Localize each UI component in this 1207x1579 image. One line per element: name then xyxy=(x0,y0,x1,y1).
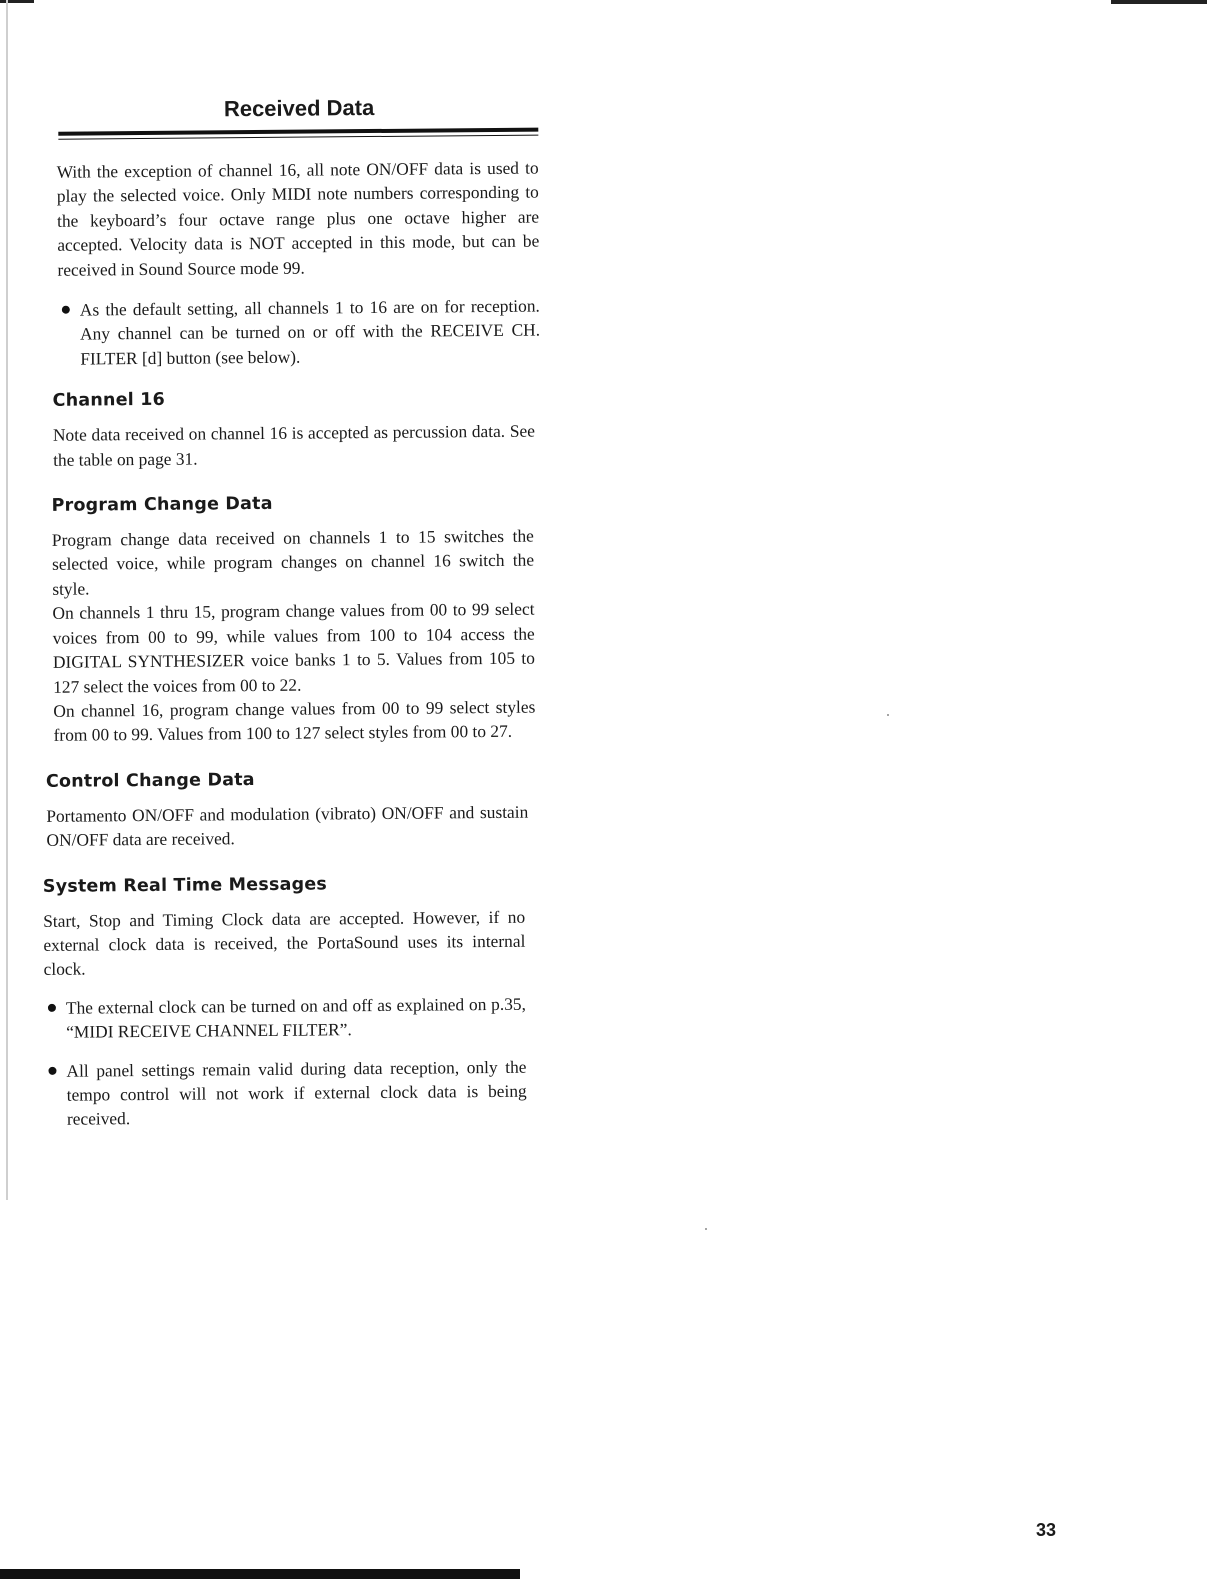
section-title: Control Change Data xyxy=(45,769,255,792)
bullet-icon xyxy=(48,1066,56,1074)
bullet-icon xyxy=(62,306,70,314)
list-item xyxy=(44,991,526,1044)
intro-block xyxy=(57,156,541,371)
section-paragraph: Portamento ON/OFF and modulation (vibrato) ON/OFF and sustain ON/OFF data are received. xyxy=(46,801,529,851)
bullet-text: The external clock can be turned on and off as explained on p.35, “MIDI RECEIVE CHANNEL FILTER”. xyxy=(65,993,527,1042)
section-paragraph: On channel 16, program change values from 00 to 99 select styles from 00 to 99. Values from 100 to 127 select styles from 00 to 27. xyxy=(53,696,536,746)
section-paragraph: On channels 1 thru 15, program change values from 00 to 99 select voices from 00 to 99, while values from 100 to 104 access the DIGITAL SYNTHESIZER voice banks 1 to 5. Values from 105 to 127 select the voices from 00 to 22. xyxy=(52,598,535,697)
section-paragraph: Note data received on channel 16 is accepted as percussion data. See the table on page 31. xyxy=(52,420,536,470)
section-channel-16 xyxy=(53,387,536,472)
bullet-icon xyxy=(48,1004,56,1012)
page-title: Received Data xyxy=(223,94,375,122)
section-control-change xyxy=(46,767,529,852)
section-system-real-time xyxy=(43,872,527,1131)
bullet-text: All panel settings remain valid during data reception, only the tempo control will not work if external clock data is being received. xyxy=(66,1056,527,1130)
section-program-change xyxy=(51,492,535,748)
intro-paragraph: With the exception of channel 16, all note ON/OFF data is used to play the selected voice. Only MIDI note numbers corresponding to the keyboard’s four octave range plus one octave higher are accepted. Velocity data is NOT accepted in this mode, but can be received in Sound Source mode 99. xyxy=(56,157,540,280)
list-item xyxy=(58,294,541,371)
heading-rule xyxy=(58,135,538,140)
text-column xyxy=(30,94,547,1132)
section-paragraph: Program change data received on channels 1 to 15 switches the selected voice, while program changes on channel 16 switch the style. xyxy=(51,525,535,599)
section-title: Program Change Data xyxy=(51,493,273,516)
list-item xyxy=(44,1054,527,1131)
scan-corner-mark xyxy=(1111,0,1207,4)
section-title: Channel 16 xyxy=(52,390,166,412)
scan-speck xyxy=(887,714,889,716)
scan-edge-shadow xyxy=(0,1569,520,1579)
section-title: System Real Time Messages xyxy=(42,873,328,897)
page-number: 33 xyxy=(1036,1520,1057,1540)
section-paragraph: Start, Stop and Timing Clock data are accepted. However, if no external clock data is received, the PortaSound uses its internal clock. xyxy=(43,906,526,980)
bullet-text: As the default setting, all channels 1 to 16 are on for reception. Any channel can be turned on or off with the RECEIVE CH. FILTER [d] button (see below). xyxy=(79,295,541,369)
scan-speck xyxy=(705,1228,707,1230)
scan-edge-shadow xyxy=(6,0,8,1200)
